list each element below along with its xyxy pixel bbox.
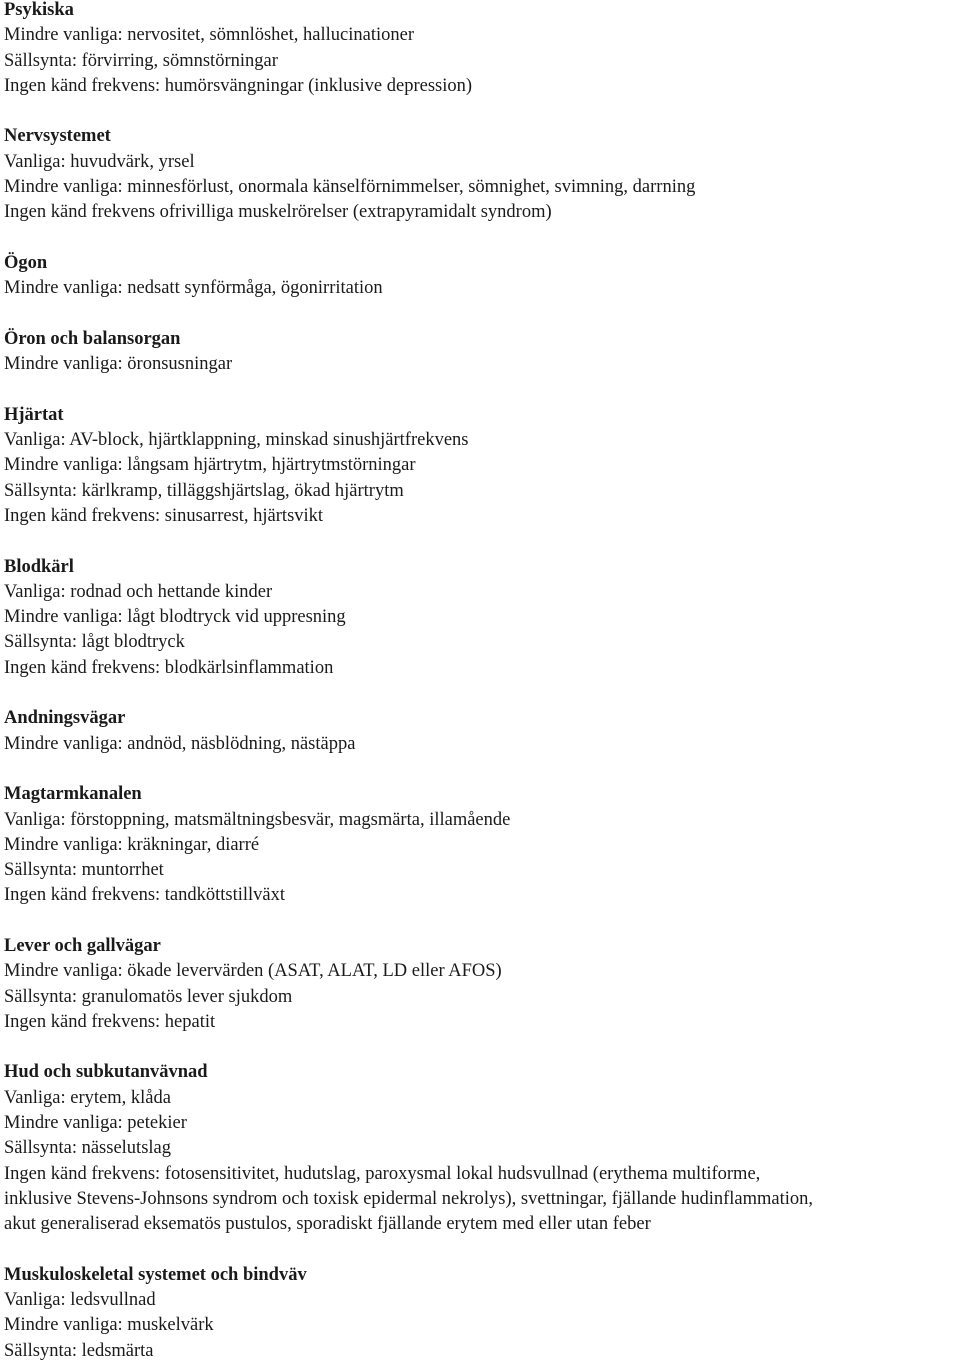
section <box>4 327 958 378</box>
side-effect-line: Vanliga: huvudvärk, yrsel <box>4 151 195 172</box>
side-effect-line: Mindre vanliga: andnöd, näsblödning, nästäppa <box>4 733 356 754</box>
side-effect-line: Vanliga: ledsvullnad <box>4 1290 156 1311</box>
side-effect-line: Sällsynta: kärlkramp, tilläggshjärtslag, ökad hjärtrytm <box>4 480 404 501</box>
side-effect-line: Mindre vanliga: petekier <box>4 1113 187 1134</box>
side-effect-line: Ingen känd frekvens: fotosensitivitet, hudutslag, paroxysmal lokal hudsvullnad (erythema multiforme, <box>4 1163 761 1184</box>
side-effect-line: Mindre vanliga: lågt blodtryck vid uppresning <box>4 607 346 628</box>
section <box>4 124 958 225</box>
side-effect-line: Ingen känd frekvens: hepatit <box>4 1011 216 1032</box>
section-heading: Lever och gallvägar <box>4 935 161 956</box>
side-effect-line: Sällsynta: lågt blodtryck <box>4 632 185 653</box>
side-effect-line: Ingen känd frekvens: sinusarrest, hjärtsvikt <box>4 505 324 526</box>
section-heading: Nervsystemet <box>4 126 111 147</box>
section-heading: Andningsvägar <box>4 708 126 729</box>
section-heading: Muskuloskeletal systemet och bindväv <box>4 1264 307 1285</box>
side-effect-line: Sällsynta: granulomatös lever sjukdom <box>4 986 293 1007</box>
side-effect-line: Ingen känd frekvens: blodkärlsinflammation <box>4 657 334 678</box>
section <box>4 555 958 681</box>
side-effect-line: Vanliga: erytem, klåda <box>4 1087 171 1108</box>
side-effect-line: Mindre vanliga: öronsusningar <box>4 354 233 375</box>
section-heading: Öron och balansorgan <box>4 328 181 349</box>
section <box>4 934 958 1035</box>
side-effect-line: Sällsynta: muntorrhet <box>4 860 164 881</box>
section <box>4 1060 958 1237</box>
section-heading: Magtarmkanalen <box>4 784 142 805</box>
side-effect-line: Vanliga: förstoppning, matsmältningsbesvär, magsmärta, illamående <box>4 809 511 830</box>
side-effect-line: Sällsynta: nässelutslag <box>4 1138 171 1159</box>
side-effect-line: Mindre vanliga: kräkningar, diarré <box>4 834 260 855</box>
section <box>4 706 958 757</box>
side-effect-line: Mindre vanliga: minnesförlust, onormala känselförnimmelser, sömnighet, svimning, darrning <box>4 177 696 198</box>
side-effect-line: Mindre vanliga: långsam hjärtrytm, hjärtrytmstörningar <box>4 455 416 476</box>
side-effect-line: Ingen känd frekvens: tandköttstillväxt <box>4 885 286 906</box>
section-heading: Blodkärl <box>4 556 74 577</box>
section-heading: Hjärtat <box>4 404 64 425</box>
section <box>4 251 958 302</box>
side-effect-line: Mindre vanliga: ökade levervärden (ASAT, ALAT, LD eller AFOS) <box>4 961 502 982</box>
section <box>4 782 958 908</box>
side-effect-line: Mindre vanliga: nedsatt synförmåga, ögonirritation <box>4 278 383 299</box>
side-effect-line: akut generaliserad eksematös pustulos, sporadiskt fjällande erytem med eller utan feber <box>4 1214 651 1235</box>
section-heading: Ögon <box>4 252 48 273</box>
side-effect-line: Sällsynta: förvirring, sömnstörningar <box>4 50 278 71</box>
document-body <box>4 0 958 1364</box>
side-effect-line: inklusive Stevens-Johnsons syndrom och toxisk epidermal nekrolys), svettningar, fjällande hudinflammation, <box>4 1188 814 1209</box>
side-effect-line: Ingen känd frekvens: humörsvängningar (inklusive depression) <box>4 75 473 96</box>
side-effect-line: Vanliga: AV-block, hjärtklappning, minskad sinushjärtfrekvens <box>4 430 469 451</box>
side-effect-line: Mindre vanliga: muskelvärk <box>4 1315 214 1336</box>
section <box>4 403 958 529</box>
section-heading: Psykiska <box>4 0 74 20</box>
side-effect-line: Mindre vanliga: nervositet, sömnlöshet, hallucinationer <box>4 25 414 46</box>
section <box>4 0 958 99</box>
side-effect-line: Sällsynta: ledsmärta <box>4 1340 154 1361</box>
section <box>4 1263 958 1364</box>
side-effect-line: Ingen känd frekvens ofrivilliga muskelrörelser (extrapyramidalt syndrom) <box>4 202 552 223</box>
side-effect-line: Vanliga: rodnad och hettande kinder <box>4 581 273 602</box>
section-heading: Hud och subkutanvävnad <box>4 1062 208 1083</box>
